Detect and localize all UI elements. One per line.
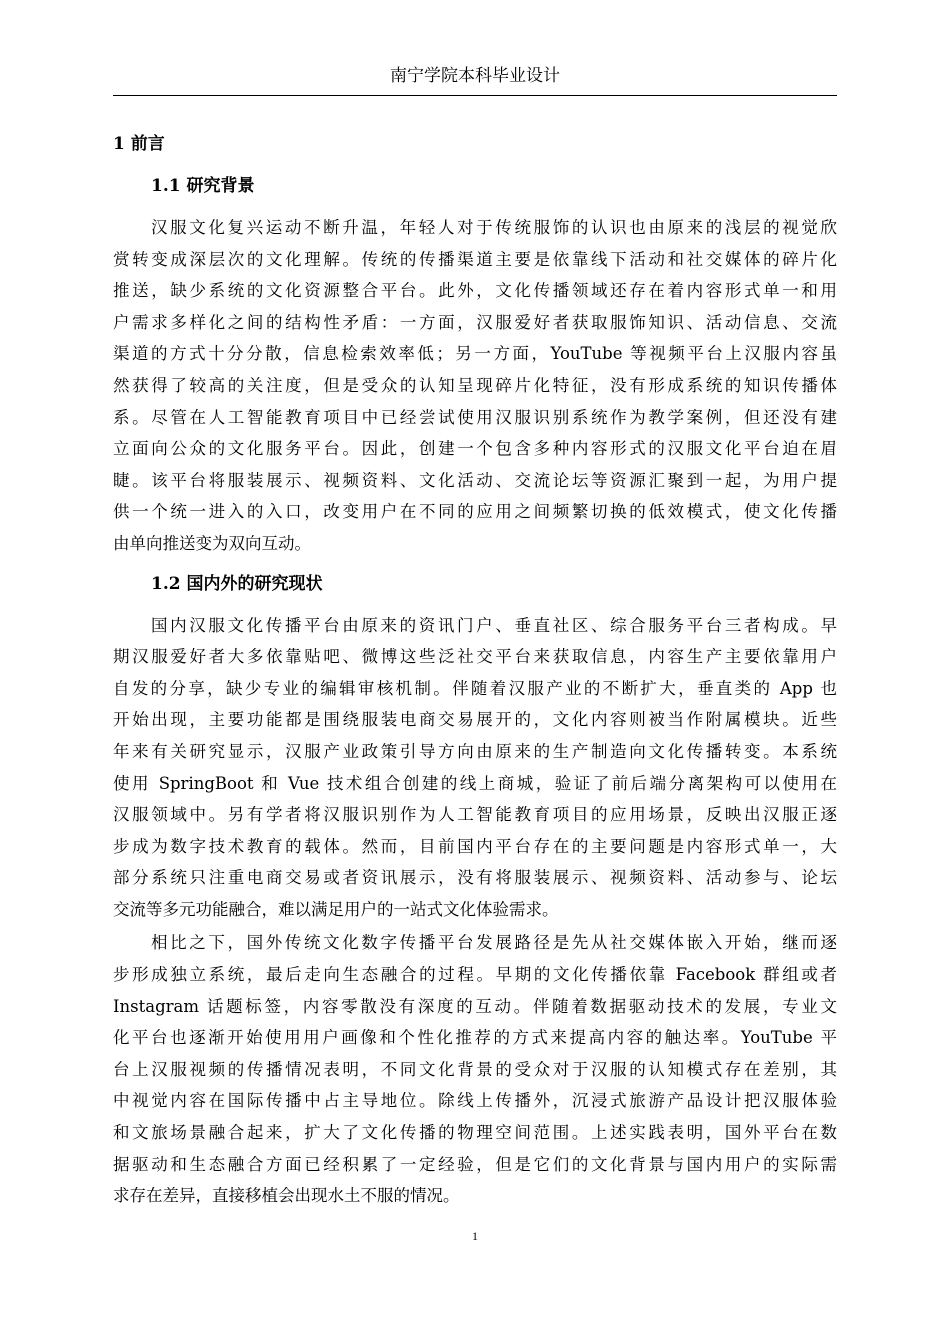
page-header-title: 南宁学院本科毕业设计 [390,66,560,86]
paragraph-line: 部分系统只注重电商交易或者资讯展示，没有将服装展示、视频资料、活动参与、论坛 [113,868,837,888]
paragraph-line: 开始出现，主要功能都是围绕服装电商交易展开的，文化内容则被当作附属模块。近些 [113,710,837,730]
subsection-background-body [113,212,837,560]
document-body [113,128,837,1214]
paragraph [113,212,837,560]
paragraph [113,927,837,1211]
paragraph-line: 求存在差异，直接移植会出现水土不服的情况。 [113,1186,460,1206]
paragraph [113,610,837,926]
paragraph-line: 台上汉服视频的传播情况表明，不同文化背景的受众对于汉服的认知模式存在差别，其 [113,1059,837,1079]
header-divider [113,95,837,96]
paragraph-line: 据驱动和生态融合方面已经积累了一定经验，但是它们的文化背景与国内用户的实际需 [113,1154,837,1174]
paragraph-line: 交流等多元功能融合，难以满足用户的一站式文化体验需求。 [113,899,559,919]
paragraph-line: 汉服文化复兴运动不断升温，年轻人对于传统服饰的认识也由原来的浅层的视觉欣 [151,218,837,237]
page-number: 1 [472,1229,478,1243]
paragraph-line: 化平台也逐渐开始使用用户画像和个性化推荐的方式来提高内容的触达率。YouTube 平 [113,1028,837,1048]
paragraph-line: 系。尽管在人工智能教育项目中已经尝试使用汉服识别系统作为教学案例，但还没有建 [113,407,837,427]
paragraph-line: 步形成独立系统，最后走向生态融合的过程。早期的文化传播依靠 Facebook 群组或者 [113,965,837,985]
paragraph-line: Instagram 话题标签，内容零散没有深度的互动。伴随着数据驱动技术的发展，专业文 [113,996,837,1016]
paragraph-line: 推送，缺少系统的文化资源整合平台。此外，文化传播领域还存在着内容形式单一和用 [113,281,837,301]
subsection-research-status-body [113,610,837,1212]
paragraph-line: 使用 SpringBoot 和 Vue 技术组合创建的线上商城，验证了前后端分离架构可以使用在 [113,773,837,793]
paragraph-line: 睫。该平台将服装展示、视频资料、文化活动、交流论坛等资源汇聚到一起，为用户提 [113,470,837,490]
section-heading: 1 前言 [113,134,165,154]
paragraph-line: 国内汉服文化传播平台由原来的资讯门户、垂直社区、综合服务平台三者构成。早 [151,615,837,635]
paragraph-line: 和文旅场景融合起来，扩大了文化传播的物理空间范围。上述实践表明，国外平台在数 [113,1123,837,1143]
subsection-heading-research-status: 1.2 国内外的研究现状 [151,573,323,594]
paragraph-line: 渠道的方式十分分散，信息检索效率低；另一方面，YouTube 等视频平台上汉服内容虽 [113,344,837,364]
paragraph-line: 中视觉内容在国际传播中占主导地位。除线上传播外，沉浸式旅游产品设计把汉服体验 [113,1091,837,1111]
paragraph-line: 汉服领域中。另有学者将汉服识别作为人工智能教育项目的应用场景，反映出汉服正逐 [113,805,837,825]
paragraph-line: 由单向推送变为双向互动。 [113,533,311,553]
subsection-heading-background: 1.1 研究背景 [151,176,255,196]
paragraph-line: 自发的分享，缺少专业的编辑审核机制。伴随着汉服产业的不断扩大，垂直类的 App 也 [113,678,837,698]
paragraph-line: 赏转变成深层次的文化理解。传统的传播渠道主要是依靠线下活动和社交媒体的碎片化 [113,249,837,269]
paragraph-line: 供一个统一进入的入口，改变用户在不同的应用之间频繁切换的低效模式，使文化传播 [113,502,837,522]
paragraph-line: 然获得了较高的关注度，但是受众的认知呈现碎片化特征，没有形成系统的知识传播体 [113,375,837,395]
paragraph-line: 立面向公众的文化服务平台。因此，创建一个包含多种内容形式的汉服文化平台迫在眉 [113,439,837,459]
paragraph-line: 步成为数字技术教育的载体。然而，目前国内平台存在的主要问题是内容形式单一，大 [113,836,837,856]
paragraph-line: 期汉服爱好者大多依靠贴吧、微博这些泛社交平台来获取信息，内容生产主要依靠用户 [113,647,837,667]
paragraph-line: 年来有关研究显示，汉服产业政策引导方向由原来的生产制造向文化传播转变。本系统 [113,741,837,761]
paragraph-line: 相比之下，国外传统文化数字传播平台发展路径是先从社交媒体嵌入开始，继而逐 [151,933,837,953]
paragraph-line: 户需求多样化之间的结构性矛盾：一方面，汉服爱好者获取服饰知识、活动信息、交流 [113,312,837,332]
